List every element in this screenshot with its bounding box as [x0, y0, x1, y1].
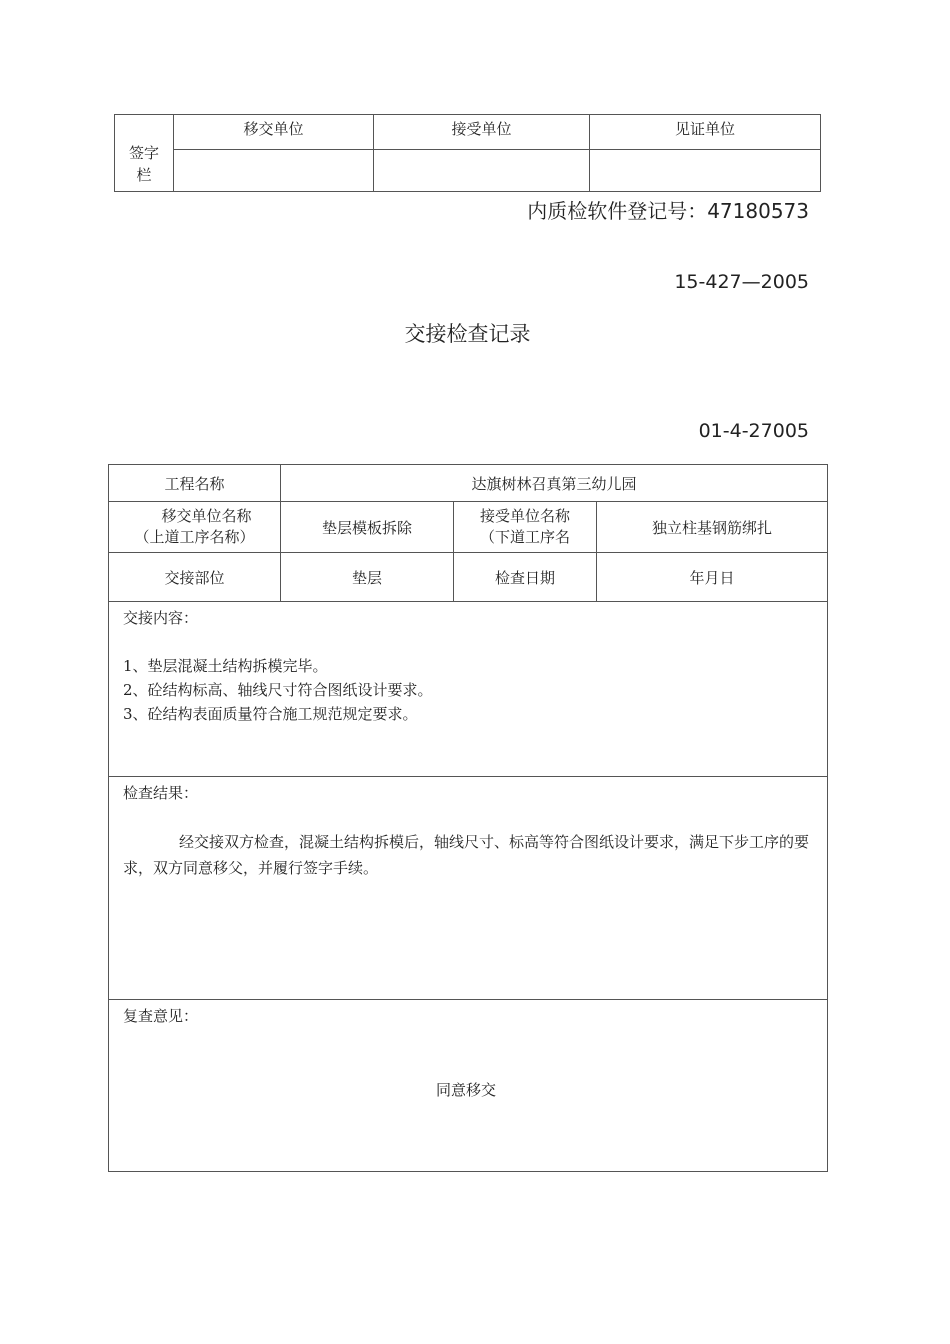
signature-table [114, 114, 821, 192]
handover-part-value: 垫层 [281, 553, 454, 602]
inspection-date-value: 年月日 [597, 553, 828, 602]
handover-content-section [109, 602, 828, 777]
form-number: 01-4-27005 [698, 420, 809, 442]
handover-unit-label-line1: 移交单位名称 [161, 507, 252, 525]
project-name-value: 达旗树林召真第三幼儿园 [281, 465, 828, 502]
content-item: 3、砼结构表面质量符合施工规范规定要求。 [123, 705, 418, 723]
handover-unit-signature[interactable] [174, 150, 374, 192]
handover-part-label: 交接部位 [109, 553, 281, 602]
registration-number: 内质检软件登记号：47180573 [527, 199, 809, 223]
receiving-unit-label-line2: （下道工序名 [479, 528, 570, 546]
signature-label-text: 签字栏 [128, 144, 159, 184]
inspection-result-text: 经交接双方检查，混凝土结构拆模后，轴线尺寸、标高等符合图纸设计要求，满足下步工序的要求，双方同意移父，并履行签字手续。 [123, 833, 810, 877]
inspection-result-label: 检查结果： [123, 784, 199, 802]
inspection-date-label: 检查日期 [454, 553, 597, 602]
receiving-unit-label [454, 502, 597, 553]
receiving-unit-header: 接受单位 [374, 115, 590, 150]
document-number: 15-427—2005 [674, 271, 809, 293]
project-name-label: 工程名称 [109, 465, 281, 502]
witness-unit-header: 见证单位 [590, 115, 821, 150]
receiving-unit-signature[interactable] [374, 150, 590, 192]
handover-unit-label [109, 502, 281, 553]
receiving-unit-value: 独立柱基钢筋绑扎 [597, 502, 828, 553]
handover-unit-label-line2: （上道工序名称） [134, 528, 255, 546]
receiving-unit-label-line1: 接受单位名称 [479, 507, 570, 525]
page-title: 交接检查记录 [404, 322, 531, 346]
handover-content-label: 交接内容： [123, 609, 199, 627]
handover-unit-header: 移交单位 [174, 115, 374, 150]
content-item: 1、垫层混凝土结构拆模完毕。 [123, 657, 328, 675]
handover-unit-value: 垫层模板拆除 [281, 502, 454, 553]
signature-label [115, 115, 174, 192]
review-opinion-label: 复查意见： [123, 1007, 199, 1025]
handover-form-table [108, 464, 828, 1172]
review-opinion-text: 同意移交 [436, 1081, 497, 1099]
witness-unit-signature[interactable] [590, 150, 821, 192]
content-item: 2、砼结构标高、轴线尺寸符合图纸设计要求。 [123, 681, 433, 699]
review-opinion-section [109, 1000, 828, 1172]
inspection-result-section [109, 777, 828, 1000]
